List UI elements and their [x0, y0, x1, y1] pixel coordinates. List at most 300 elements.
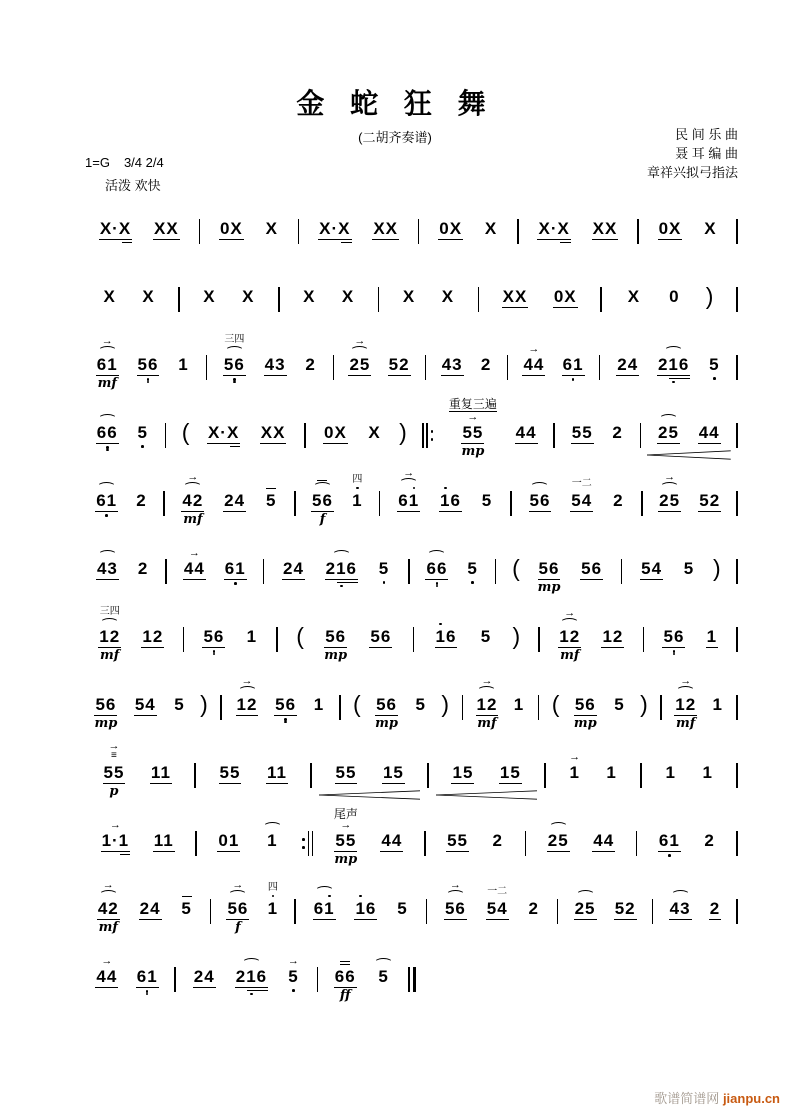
note-text: 2 — [704, 831, 715, 850]
note-text: 0X — [324, 423, 347, 442]
bow-arrow-icon: → — [188, 547, 200, 559]
measure — [433, 396, 553, 460]
measure — [80, 328, 206, 394]
note-group — [703, 192, 717, 255]
note-marks-above — [477, 668, 496, 694]
measure — [341, 668, 462, 732]
note-marks-below — [98, 376, 117, 392]
note-group — [207, 396, 240, 463]
octave-dots-below — [709, 377, 720, 393]
measure — [637, 804, 736, 870]
octave-dot — [292, 989, 295, 992]
note-group — [202, 600, 225, 666]
measure — [602, 260, 737, 323]
measure — [222, 668, 339, 734]
measure — [334, 328, 425, 392]
note-marks-above — [576, 872, 595, 898]
note-text: 56 — [325, 627, 347, 646]
note-marks-below — [229, 376, 240, 394]
note-marks-above — [266, 464, 276, 490]
note-text: 56 — [95, 695, 117, 714]
note-marks-below — [664, 852, 675, 870]
bow-arrow-icon: → — [108, 740, 120, 752]
dynamic-marking: mp — [537, 580, 561, 595]
note-marks-below — [101, 512, 112, 530]
note-text: 5 — [481, 491, 493, 510]
note-text: X — [441, 287, 455, 306]
note-text: 54 — [486, 899, 508, 918]
note-marks-below — [288, 987, 299, 1005]
note-marks-above — [99, 872, 118, 898]
measure — [600, 328, 736, 397]
credit-line: 民 间 乐 曲 — [675, 127, 738, 142]
note-text: 2 — [480, 355, 492, 374]
music-line — [80, 396, 738, 464]
note-text: 55 — [447, 831, 468, 850]
dynamic-marking: p — [109, 784, 119, 799]
octave-dot — [413, 487, 416, 490]
score-element — [422, 423, 424, 448]
key-signature-row — [85, 155, 164, 170]
note-group — [662, 600, 685, 666]
octave-dot — [272, 895, 275, 898]
measure — [207, 328, 333, 394]
note-marks-below — [669, 648, 680, 666]
note-group — [683, 532, 695, 595]
note-text: 1 — [352, 491, 363, 510]
note-marks-above — [659, 396, 678, 422]
note-text: 44 — [515, 423, 537, 442]
note-text: 44 — [698, 423, 720, 442]
dynamic-marking: mf — [183, 512, 203, 527]
dynamic-marking: ff — [339, 988, 351, 1003]
note-group — [484, 192, 498, 255]
measure — [496, 532, 620, 596]
note-marks-below — [379, 579, 390, 597]
note-group — [658, 464, 681, 528]
note-marks-above — [446, 872, 465, 898]
note-marks-above — [182, 872, 192, 898]
measure — [419, 192, 517, 256]
note-group — [708, 328, 720, 393]
note-group — [571, 396, 594, 460]
note-group — [674, 668, 697, 732]
note-group — [223, 328, 246, 394]
section-label: 尾声 — [333, 807, 358, 821]
parenthesis: ) — [512, 623, 521, 649]
note-text: 2 — [528, 899, 539, 918]
barline — [736, 355, 738, 380]
bow-arrow-icon: → — [232, 879, 244, 891]
note-marks-above — [314, 872, 335, 898]
note-group — [522, 328, 545, 392]
bow-arrow-icon: → — [664, 471, 676, 483]
octave-dot — [213, 653, 216, 656]
dot-cell — [143, 381, 154, 384]
note-text: 44 — [183, 559, 205, 578]
note-group — [226, 872, 249, 936]
note-group — [492, 804, 504, 867]
note-text: 5 — [614, 695, 625, 714]
dynamic-marking: f — [235, 920, 241, 935]
note-group — [180, 872, 192, 935]
note-group — [709, 872, 721, 936]
fingering-label: 四 — [267, 882, 278, 893]
note-group — [103, 260, 117, 323]
dynamic-marking: f — [319, 512, 326, 527]
note-marks-above — [110, 804, 121, 830]
dynamic-marking: mp — [94, 716, 118, 731]
music-line — [80, 464, 738, 532]
note-group — [135, 464, 147, 527]
watermark-site-name: 歌谱简谱网 — [654, 1091, 720, 1106]
octave-dot — [383, 581, 386, 584]
octave-dot — [471, 581, 474, 584]
measure — [653, 872, 736, 936]
note-marks-above — [98, 328, 117, 354]
octave-dots-below — [101, 514, 112, 530]
note-text: XX — [154, 219, 179, 238]
note-marks-below — [143, 376, 154, 394]
page-subtitle: (二胡齐奏谱) — [358, 130, 432, 145]
measure — [508, 328, 599, 394]
octave-dot — [444, 487, 447, 490]
dot-cell — [409, 487, 420, 490]
note-text: 5 — [467, 559, 478, 578]
note-group — [351, 464, 363, 527]
note-marks-above — [676, 668, 695, 694]
note-text: 44 — [381, 831, 403, 850]
note-group — [341, 260, 355, 323]
parenthesis: ( — [181, 419, 190, 445]
measure — [410, 532, 495, 598]
note-group — [698, 464, 721, 528]
note-group — [502, 260, 529, 324]
octave-dot — [284, 721, 287, 724]
octave-dots-below — [288, 989, 299, 1005]
measure — [167, 532, 263, 598]
dot-cell — [669, 653, 680, 656]
dot-cell — [440, 487, 451, 490]
dynamic-marking: mf — [560, 648, 580, 663]
barline — [736, 831, 738, 856]
note-group — [224, 532, 247, 598]
note-marks-above — [530, 464, 549, 490]
note-group — [402, 260, 416, 323]
parenthesis: ( — [512, 555, 520, 581]
measure — [280, 260, 378, 323]
dynamic-marking: mf — [477, 716, 497, 731]
bow-arrow-icon: → — [109, 819, 121, 831]
tempo-marking: 活泼 欢快 — [105, 178, 161, 193]
dynamic-marking: mp — [461, 444, 485, 459]
note-text: X·X — [319, 219, 351, 238]
note-text: 1 — [702, 763, 713, 782]
note-group — [266, 736, 288, 800]
note-text: 1 — [313, 695, 325, 714]
note-group — [614, 872, 637, 936]
note-marks-below — [100, 648, 119, 664]
dynamic-marking: mf — [100, 648, 120, 663]
dot-cell — [142, 993, 153, 996]
note-text: 56 — [223, 355, 245, 374]
fingering-label: 一二 — [487, 886, 508, 897]
note-text: 52 — [699, 491, 721, 510]
measure — [642, 736, 736, 799]
note-text: 216 — [325, 559, 357, 578]
bow-arrow-icon: → — [449, 879, 461, 891]
note-group — [592, 804, 615, 868]
extra-underline — [120, 854, 131, 855]
note-marks-above — [664, 328, 683, 354]
note-marks-below — [461, 444, 484, 460]
note-group — [515, 396, 538, 460]
dot-cell — [102, 449, 113, 452]
note-group — [287, 940, 299, 1005]
note-text: 61 — [224, 559, 246, 578]
octave-dot — [141, 445, 144, 448]
note-text: X·X — [99, 219, 132, 238]
note-marks-above — [340, 940, 350, 966]
note-group — [627, 260, 641, 323]
note-group — [153, 192, 180, 256]
bow-arrow-icon: → — [564, 607, 576, 619]
score-element — [413, 967, 416, 992]
note-group — [712, 668, 724, 731]
note-group — [181, 464, 204, 528]
measure — [414, 600, 538, 664]
note-marks-above — [98, 532, 117, 558]
note-marks-above — [528, 328, 539, 354]
note-marks-below — [280, 716, 291, 734]
note-marks-above — [288, 940, 299, 966]
note-group — [562, 328, 585, 394]
note-group — [183, 532, 206, 596]
measure — [80, 872, 210, 936]
dot-cell — [432, 585, 443, 588]
note-text: 12 — [602, 627, 624, 646]
note-group — [658, 192, 683, 256]
measure — [379, 260, 477, 323]
note-group — [438, 192, 463, 256]
barline — [736, 627, 738, 652]
measure — [639, 192, 737, 256]
note-group — [547, 804, 570, 868]
note-group — [369, 600, 392, 664]
octave-dot — [106, 449, 109, 452]
note-text: 55 — [103, 763, 125, 782]
note-marks-above — [268, 872, 279, 898]
octave-dots-below — [664, 854, 675, 870]
barline — [736, 695, 738, 720]
octave-dots-below — [143, 378, 154, 394]
measure — [380, 464, 510, 528]
note-text: X·X — [538, 219, 570, 238]
note-text: 5 — [683, 559, 695, 578]
note-group — [664, 736, 676, 799]
note-group — [476, 668, 499, 732]
music-line — [80, 532, 738, 600]
dot-cell — [668, 381, 679, 384]
measure — [180, 260, 278, 323]
note-text: 0X — [219, 219, 243, 238]
note-group — [263, 804, 282, 867]
note-marks-above — [228, 872, 247, 898]
octave-dots-below — [668, 381, 679, 397]
note-text: 66 — [96, 423, 118, 442]
note-text: 15 — [452, 763, 474, 782]
note-text: 56 — [663, 627, 685, 646]
score-element — [408, 967, 410, 992]
octave-dot — [436, 585, 439, 588]
note-marks-below — [320, 512, 326, 528]
note-text: 24 — [282, 559, 304, 578]
note-marks-below — [94, 716, 117, 732]
note-text: 0X — [658, 219, 682, 238]
note-group — [236, 668, 259, 732]
note-text: X — [265, 219, 278, 238]
note-text: 5 — [181, 899, 192, 918]
note-group — [668, 260, 680, 323]
note-group — [98, 600, 121, 664]
note-group — [136, 940, 159, 1006]
note-group — [267, 872, 279, 935]
note-group — [612, 464, 624, 527]
note-marks-above — [242, 940, 261, 966]
measure — [622, 532, 736, 596]
note-text: 1 — [706, 627, 718, 646]
note-text: 12 — [476, 695, 498, 714]
measure — [644, 600, 736, 666]
note-group — [177, 328, 189, 391]
note-group — [150, 736, 172, 800]
note-text: 12 — [675, 695, 697, 714]
note-marks-above — [332, 532, 351, 558]
repeat-start-barline — [422, 423, 433, 448]
measure — [426, 328, 506, 392]
note-text: 55 — [462, 423, 484, 442]
note-text: 56 — [370, 627, 392, 646]
barline — [736, 491, 738, 516]
note-group — [374, 940, 393, 1003]
note-marks-above — [671, 872, 690, 898]
parenthesis: ( — [296, 623, 304, 649]
crescendo-hairpin — [319, 790, 421, 800]
note-group — [528, 872, 540, 935]
measure — [80, 396, 165, 462]
crescendo-hairpin — [647, 450, 731, 460]
note-text: XX — [260, 423, 286, 442]
note-group — [706, 600, 718, 664]
note-marks-below — [230, 580, 241, 598]
note-text: 61 — [658, 831, 680, 850]
stroke-mark-above — [266, 488, 276, 489]
note-group — [260, 396, 287, 460]
octave-dots-below — [432, 582, 443, 598]
note-text: X — [303, 287, 316, 306]
note-marks-above — [549, 804, 568, 830]
dot-cell — [101, 514, 112, 517]
note-text: 2 — [137, 559, 149, 578]
note-group — [703, 804, 715, 867]
note-text: 01 — [218, 831, 240, 850]
note-marks-below — [340, 988, 351, 1004]
note-group — [658, 804, 681, 870]
note-text: 54 — [571, 491, 593, 510]
measure — [643, 464, 736, 528]
note-group — [141, 260, 155, 323]
note-text: 2 — [613, 491, 624, 510]
watermark-url: jianpu.cn — [722, 1091, 780, 1106]
note-text: 56 — [581, 559, 603, 578]
note-marks-below — [709, 375, 720, 393]
note-text: 55 — [571, 423, 593, 442]
note-group — [334, 804, 358, 868]
note-group — [95, 464, 118, 530]
note-text: 56 — [529, 491, 551, 510]
music-line — [80, 736, 738, 804]
bow-arrow-icon: → — [403, 467, 415, 479]
note-text: 24 — [224, 491, 246, 510]
note-text: 54 — [134, 695, 156, 714]
note-text: 44 — [593, 831, 615, 850]
note-text: 56 — [538, 559, 560, 578]
note-text: 16 — [435, 627, 457, 646]
measure — [184, 600, 276, 666]
dot-cell — [137, 445, 148, 448]
note-text: 54 — [641, 559, 663, 578]
dynamic-marking: mf — [97, 376, 117, 391]
note-group — [513, 668, 525, 731]
dot-cell — [467, 581, 478, 584]
octave-dot — [328, 895, 331, 898]
note-text: 61 — [398, 491, 420, 510]
note-marks-above — [108, 736, 119, 762]
note-marks-above — [435, 600, 456, 626]
dot-cell — [664, 854, 675, 857]
note-group — [425, 532, 448, 598]
note-text: 55 — [335, 763, 357, 782]
note-text: X·X — [207, 423, 240, 442]
bow-arrow-icon: → — [569, 751, 581, 763]
note-group — [529, 464, 552, 528]
note-group — [538, 532, 561, 596]
measure — [165, 464, 295, 528]
note-text: XX — [373, 219, 399, 238]
note-marks-below — [235, 920, 241, 936]
measure — [662, 668, 737, 732]
note-marks-above — [97, 464, 116, 490]
dynamic-marking: mp — [334, 852, 358, 867]
note-text: 5 — [378, 967, 389, 986]
note-marks-below — [477, 716, 496, 732]
repeat-dots — [302, 838, 305, 848]
note-group — [481, 464, 493, 527]
note-text: 5 — [265, 491, 277, 510]
measure — [80, 260, 178, 323]
measure — [80, 464, 163, 530]
dot-cell — [280, 721, 291, 724]
note-group — [414, 668, 426, 731]
note-text: 12 — [142, 627, 164, 646]
note-group — [669, 872, 692, 936]
note-group — [137, 328, 160, 394]
credit-line: 章祥兴拟弓指法 — [646, 165, 738, 180]
parenthesis: ) — [705, 283, 714, 309]
note-text: X — [242, 287, 255, 306]
note-marks-below — [109, 784, 118, 800]
note-group — [101, 804, 131, 871]
